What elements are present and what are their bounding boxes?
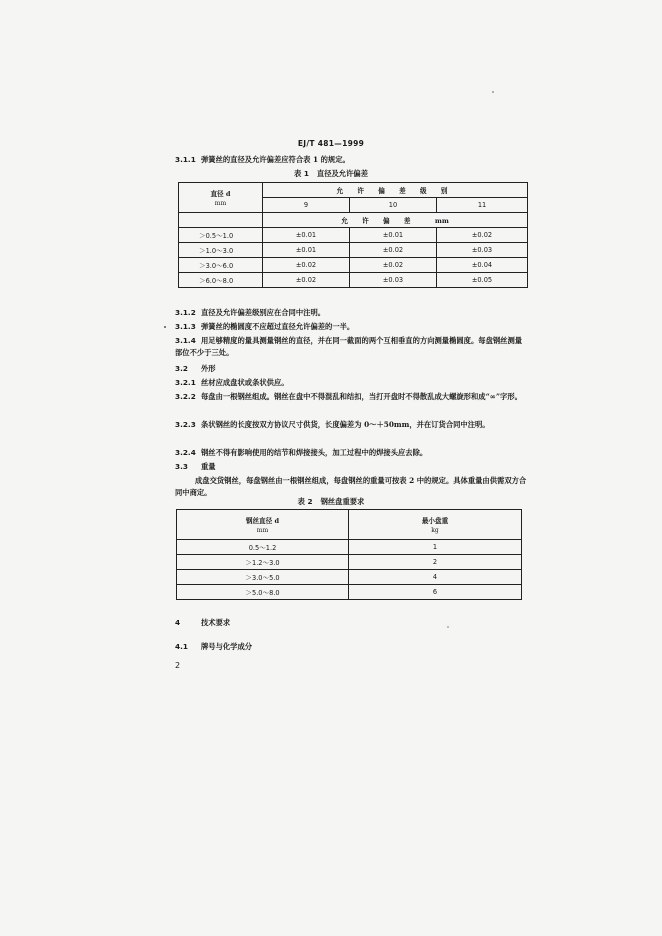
clause-3-2-3: 3.2.3 条状钢丝的长度按双方协议尺寸供货，长度偏差为 0～＋50mm，并在订货合同中注明。 [175,420,490,429]
clause-3-1-4: 3.1.4 用足够精度的量具测量钢丝的直径，并在同一截面的两个互相垂直的方向测量椭圆度。每盘钢丝测量部位不少于三处。 [175,336,523,357]
table2-caption: 表 2 钢丝盘重要求 [297,497,365,506]
document-header: EJ/T 481—1999 [297,139,365,148]
table1-tolerance-header: 允 许 偏 差 mm [263,213,528,228]
table-row: ＞1.0～3.0 ±0.01 ±0.02 ±0.03 [179,243,528,258]
table-2 [176,509,522,600]
page-number: 2 [175,661,181,670]
table2-diameter-header: 钢丝直径 d mm [177,510,349,540]
clause-4-1: 4.1 牌号与化学成分 [175,642,253,651]
clause-4: 4 技术要求 [175,618,231,627]
table1-caption: 表 1 直径及允许偏差 [294,169,368,178]
scan-speck [447,626,449,628]
clause-3-2-2: 3.2.2 每盘由一根钢丝组成。钢丝在盘中不得混乱和结扣，当打开盘时不得散乱成大螺旋形和成“∞”字形。 [175,392,522,401]
scan-speck [164,326,166,328]
table-1 [178,182,528,288]
table1-group-header: 允 许 偏 差 级 别 [263,183,528,198]
clause-3-1-1: 3.1.1 弹簧丝的直径及允许偏差应符合表 1 的规定。 [175,155,350,164]
table-row: ＞5.0～8.0 6 [177,585,522,600]
scan-speck [492,91,494,93]
table-row: ＞3.0～6.0 ±0.02 ±0.02 ±0.04 [179,258,528,273]
clause-3-3-paragraph: 成盘交货钢丝，每盘钢丝由一根钢丝组成，每盘钢丝的重量可按表 2 中的规定。具体重量由供需双方合同中商定。 [175,476,527,497]
table2-weight-header: 最小盘重 kg [349,510,522,540]
clause-3-3: 3.3 重量 [175,462,216,471]
clause-3-2: 3.2 外形 [175,364,216,373]
clause-3-1-3: 3.1.3 弹簧丝的椭圆度不应超过直径允许偏差的一半。 [175,322,355,331]
table1-grade-10: 10 [350,198,437,213]
table-row: ＞3.0～5.0 4 [177,570,522,585]
clause-3-2-4: 3.2.4 钢丝不得有影响使用的结节和焊接接头，加工过程中的焊接头应去除。 [175,448,428,457]
table1-blank-cell [179,213,263,228]
clause-3-2-1: 3.2.1 丝材应成盘状或条状供应。 [175,378,289,387]
table-row: 0.5～1.2 1 [177,540,522,555]
clause-3-1-2: 3.1.2 直径及允许偏差级别应在合同中注明。 [175,308,326,317]
table-row: ＞6.0～8.0 ±0.02 ±0.03 ±0.05 [179,273,528,288]
table1-diameter-header: 直径 d mm [179,183,263,213]
table1-grade-11: 11 [437,198,528,213]
table1-grade-9: 9 [263,198,350,213]
table-row: ＞0.5～1.0 ±0.01 ±0.01 ±0.02 [179,228,528,243]
table-row: ＞1.2～3.0 2 [177,555,522,570]
